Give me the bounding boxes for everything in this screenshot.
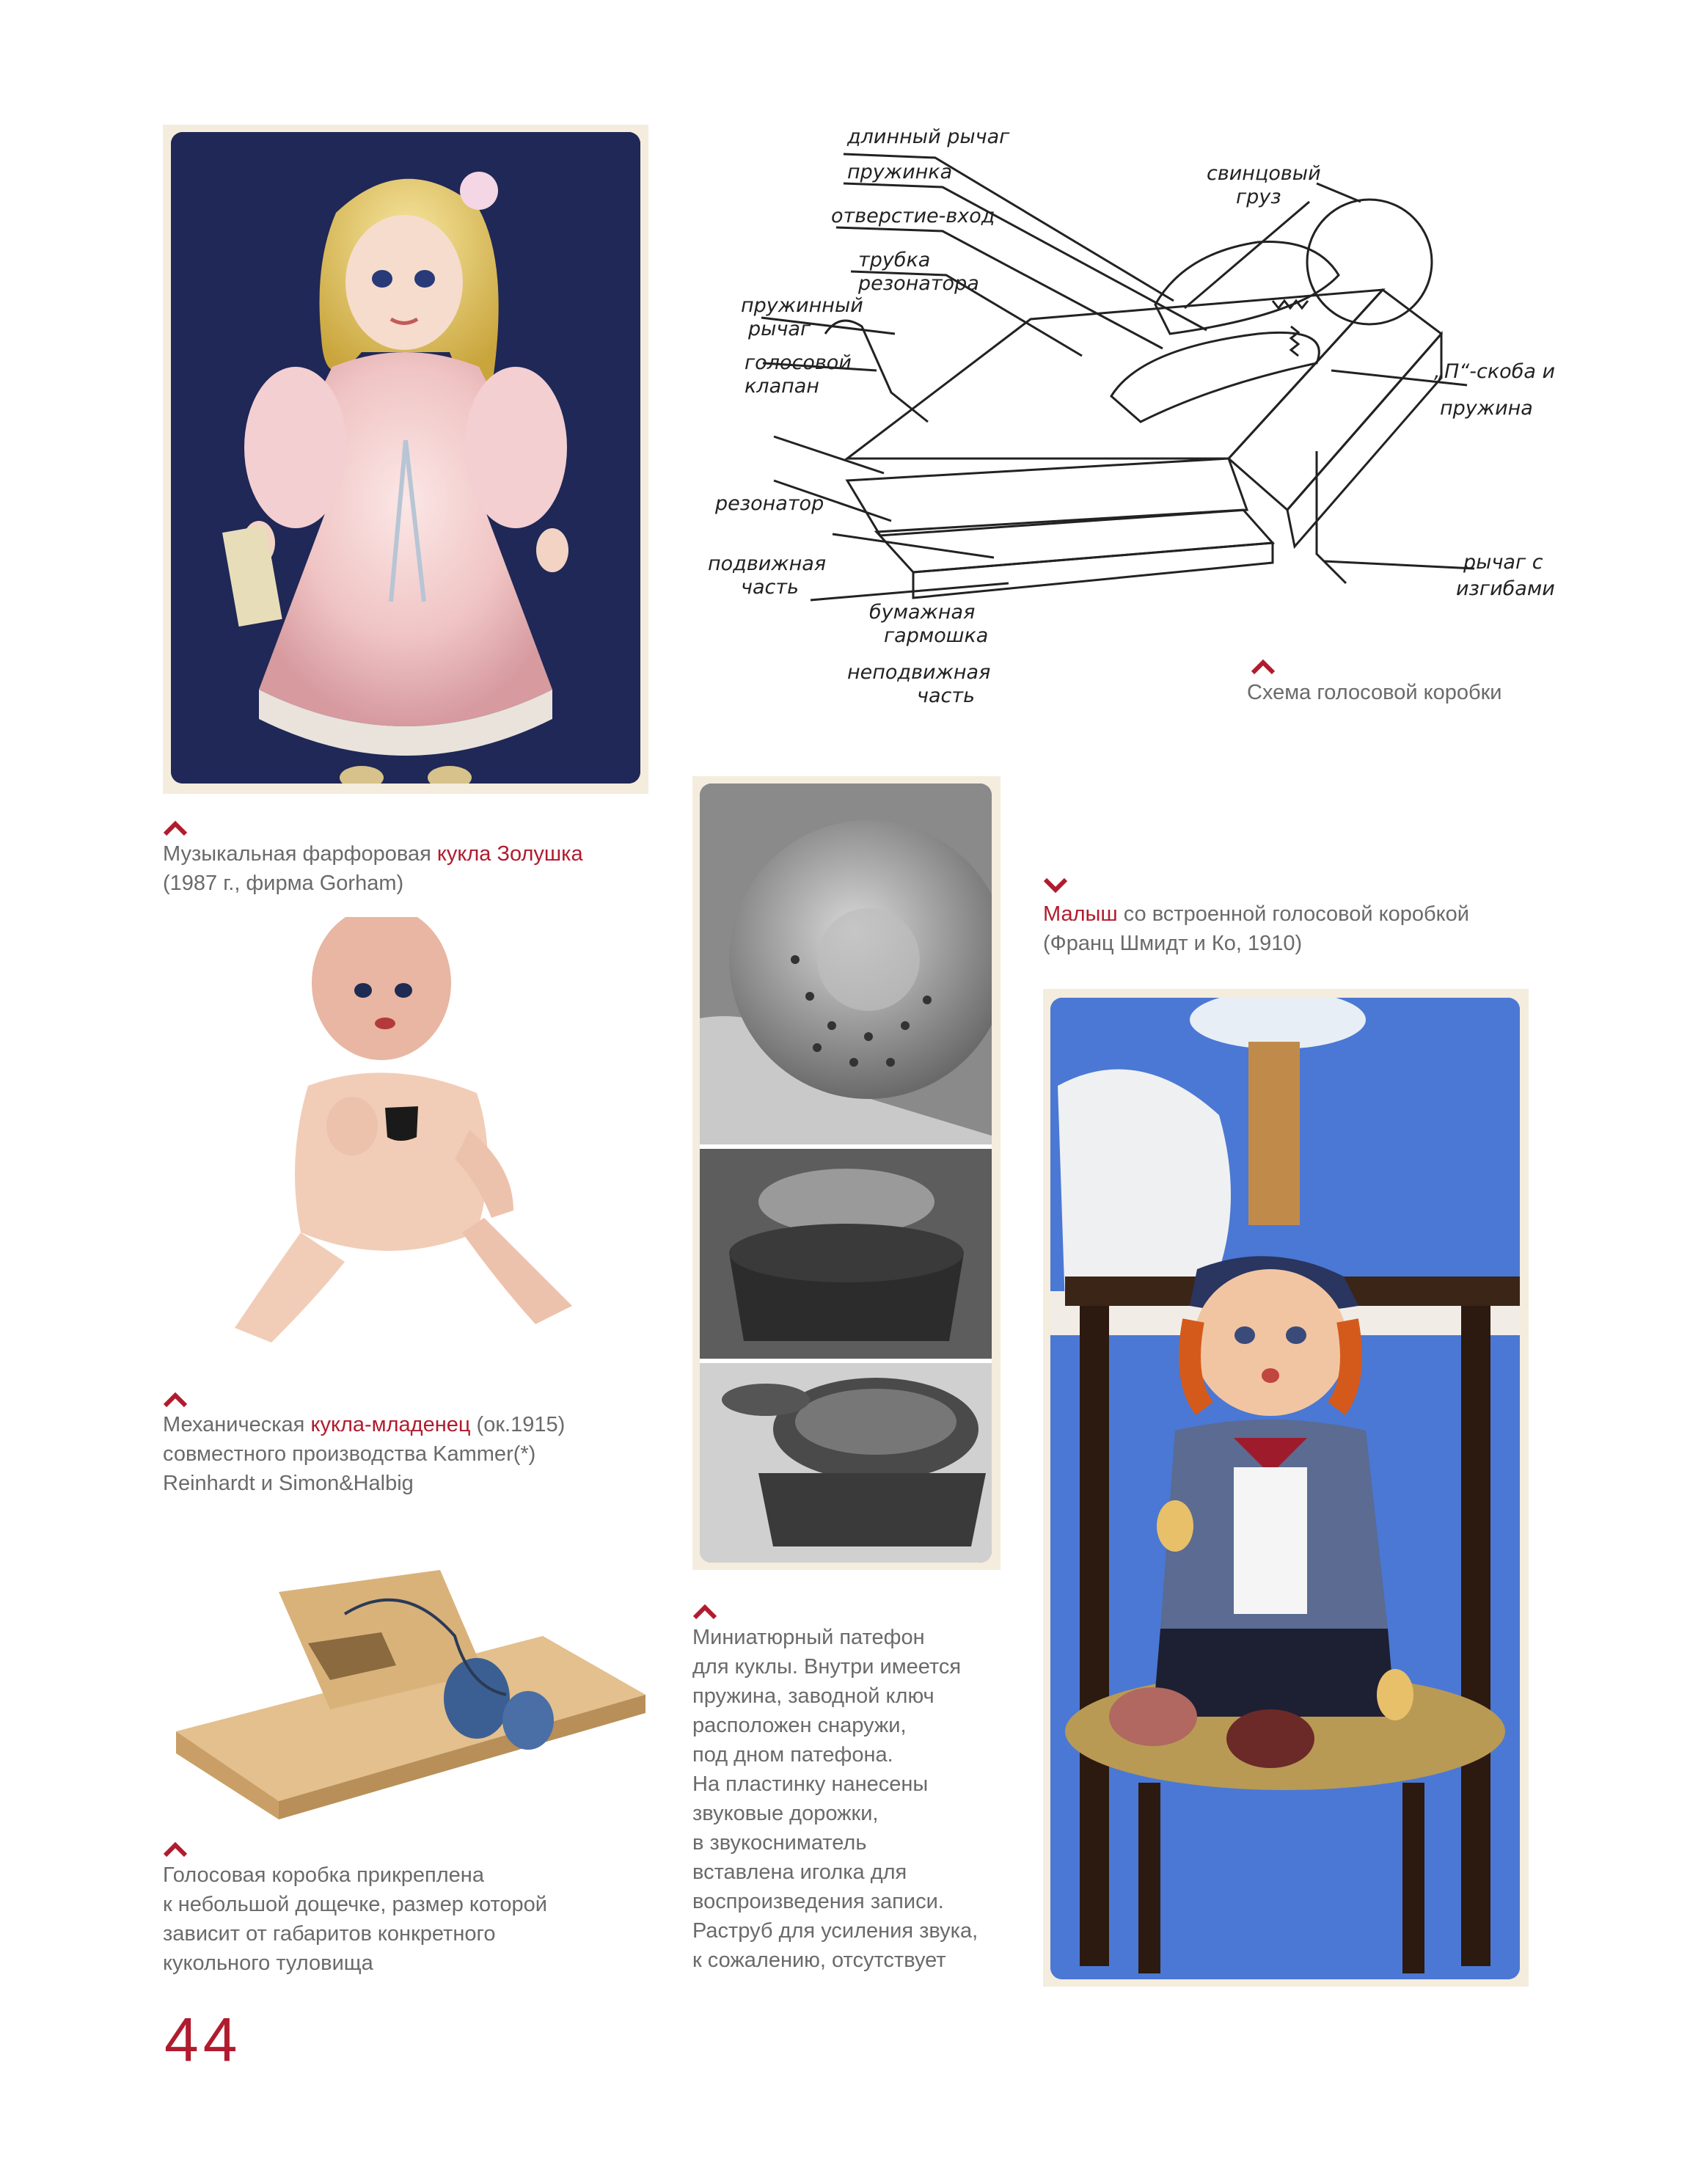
label-fixed-1: неподвижная bbox=[847, 661, 991, 684]
gramophone-caption bbox=[692, 1623, 1015, 1975]
diagram-caption: Схема голосовой коробки bbox=[1247, 681, 1502, 704]
baby-caption-text: со встроенной голосовой коробкой bbox=[1117, 902, 1469, 926]
label-bracket-2: пружина bbox=[1440, 397, 1533, 420]
caret-down-icon bbox=[1043, 877, 1068, 894]
baby-caption-highlight: Малыш bbox=[1043, 902, 1118, 926]
label-movable-1: подвижная bbox=[708, 552, 827, 575]
label-opening: отверстие-вход bbox=[831, 205, 995, 227]
label-voice-valve-2: клапан bbox=[745, 375, 819, 398]
label-tube-1: трубка bbox=[858, 249, 931, 271]
label-tube-2: резонатора bbox=[858, 272, 979, 295]
caret-up-icon bbox=[1251, 659, 1276, 675]
mechanical-caption-date: (ок.1915) bbox=[470, 1413, 566, 1436]
label-spring: пружинка bbox=[847, 161, 953, 183]
gramophone-caption-line: к сожалению, отсутствует bbox=[692, 1949, 946, 1972]
voicebox-caption-line: Голосовая коробка прикреплена bbox=[163, 1863, 484, 1887]
label-paper-2: гармошка bbox=[884, 624, 989, 647]
baby-doll-photo bbox=[1050, 998, 1520, 1979]
page-number: 44 bbox=[164, 2005, 242, 2074]
baby-caption-line2: (Франц Шмидт и Ко, 1910) bbox=[1043, 932, 1303, 955]
gramophone-caption-line: расположен снаружи, bbox=[692, 1714, 907, 1737]
cinderella-doll-photo bbox=[171, 132, 640, 784]
gramophone-photo bbox=[700, 784, 992, 1563]
voice-box-board-photo bbox=[161, 1548, 660, 1827]
gramophone-caption-line: в звукосниматель bbox=[692, 1831, 867, 1855]
gramophone-caption-line: Миниатюрный патефон bbox=[692, 1626, 925, 1649]
label-voice-valve-1: голосовой bbox=[745, 351, 852, 374]
label-lead-2: груз bbox=[1236, 186, 1281, 208]
gramophone-caption-line: вставлена иголка для bbox=[692, 1860, 907, 1884]
label-bent-lever-1: рычаг с bbox=[1463, 551, 1543, 574]
cinderella-caption-line2: (1987 г., фирма Gorham) bbox=[163, 872, 404, 895]
baby-caption bbox=[1043, 899, 1571, 958]
cinderella-caption-text: Музыкальная фарфоровая bbox=[163, 842, 437, 866]
mechanical-caption-line2: совместного производства Kammer(*) bbox=[163, 1442, 536, 1466]
gramophone-caption-line: для куклы. Внутри имеется bbox=[692, 1655, 962, 1679]
voicebox-caption-line: зависит от габаритов конкретного bbox=[163, 1922, 496, 1946]
gramophone-caption-line: под дном патефона. bbox=[692, 1743, 893, 1767]
caret-up-icon bbox=[163, 1841, 188, 1858]
mechanical-caption-text: Механическая bbox=[163, 1413, 311, 1436]
voicebox-caption-line: к небольшой дощечке, размер которой bbox=[163, 1893, 547, 1916]
gramophone-caption-line: На пластинку нанесены bbox=[692, 1772, 929, 1796]
label-bent-lever-2: изгибами bbox=[1456, 577, 1555, 600]
label-long-lever: длинный рычаг bbox=[847, 125, 1010, 148]
voice-box-diagram bbox=[700, 114, 1559, 723]
label-spring-lever-2: рычаг bbox=[748, 318, 811, 340]
caret-up-icon bbox=[692, 1604, 717, 1620]
gramophone-caption-line: Раструб для усиления звука, bbox=[692, 1919, 978, 1943]
caret-up-icon bbox=[163, 1392, 188, 1408]
cinderella-caption-highlight: кукла Золушка bbox=[436, 842, 583, 866]
label-movable-2: часть bbox=[741, 576, 799, 599]
label-fixed-2: часть bbox=[917, 684, 975, 707]
mechanical-baby-doll-photo bbox=[220, 917, 601, 1372]
label-spring-lever-1: пружинный bbox=[741, 294, 863, 317]
mechanical-caption-highlight: кукла-младенец bbox=[310, 1413, 471, 1436]
gramophone-caption-line: звуковые дорожки, bbox=[692, 1802, 879, 1825]
label-resonator: резонатор bbox=[715, 492, 824, 515]
cinderella-caption bbox=[163, 839, 676, 898]
mechanical-caption-line3: Reinhardt и Simon&Halbig bbox=[163, 1472, 414, 1495]
gramophone-caption-line: пружина, заводной ключ bbox=[692, 1684, 934, 1708]
gramophone-caption-line: воспроизведения записи. bbox=[692, 1890, 944, 1913]
caret-up-icon bbox=[163, 820, 188, 836]
label-paper-1: бумажная bbox=[869, 601, 976, 624]
voicebox-caption-line: кукольного туловища bbox=[163, 1951, 373, 1975]
voicebox-caption bbox=[163, 1860, 676, 1978]
mechanical-doll-caption bbox=[163, 1410, 676, 1498]
label-lead-1: свинцовый bbox=[1207, 162, 1321, 185]
label-bracket-1: „П“-скоба и bbox=[1434, 360, 1556, 383]
